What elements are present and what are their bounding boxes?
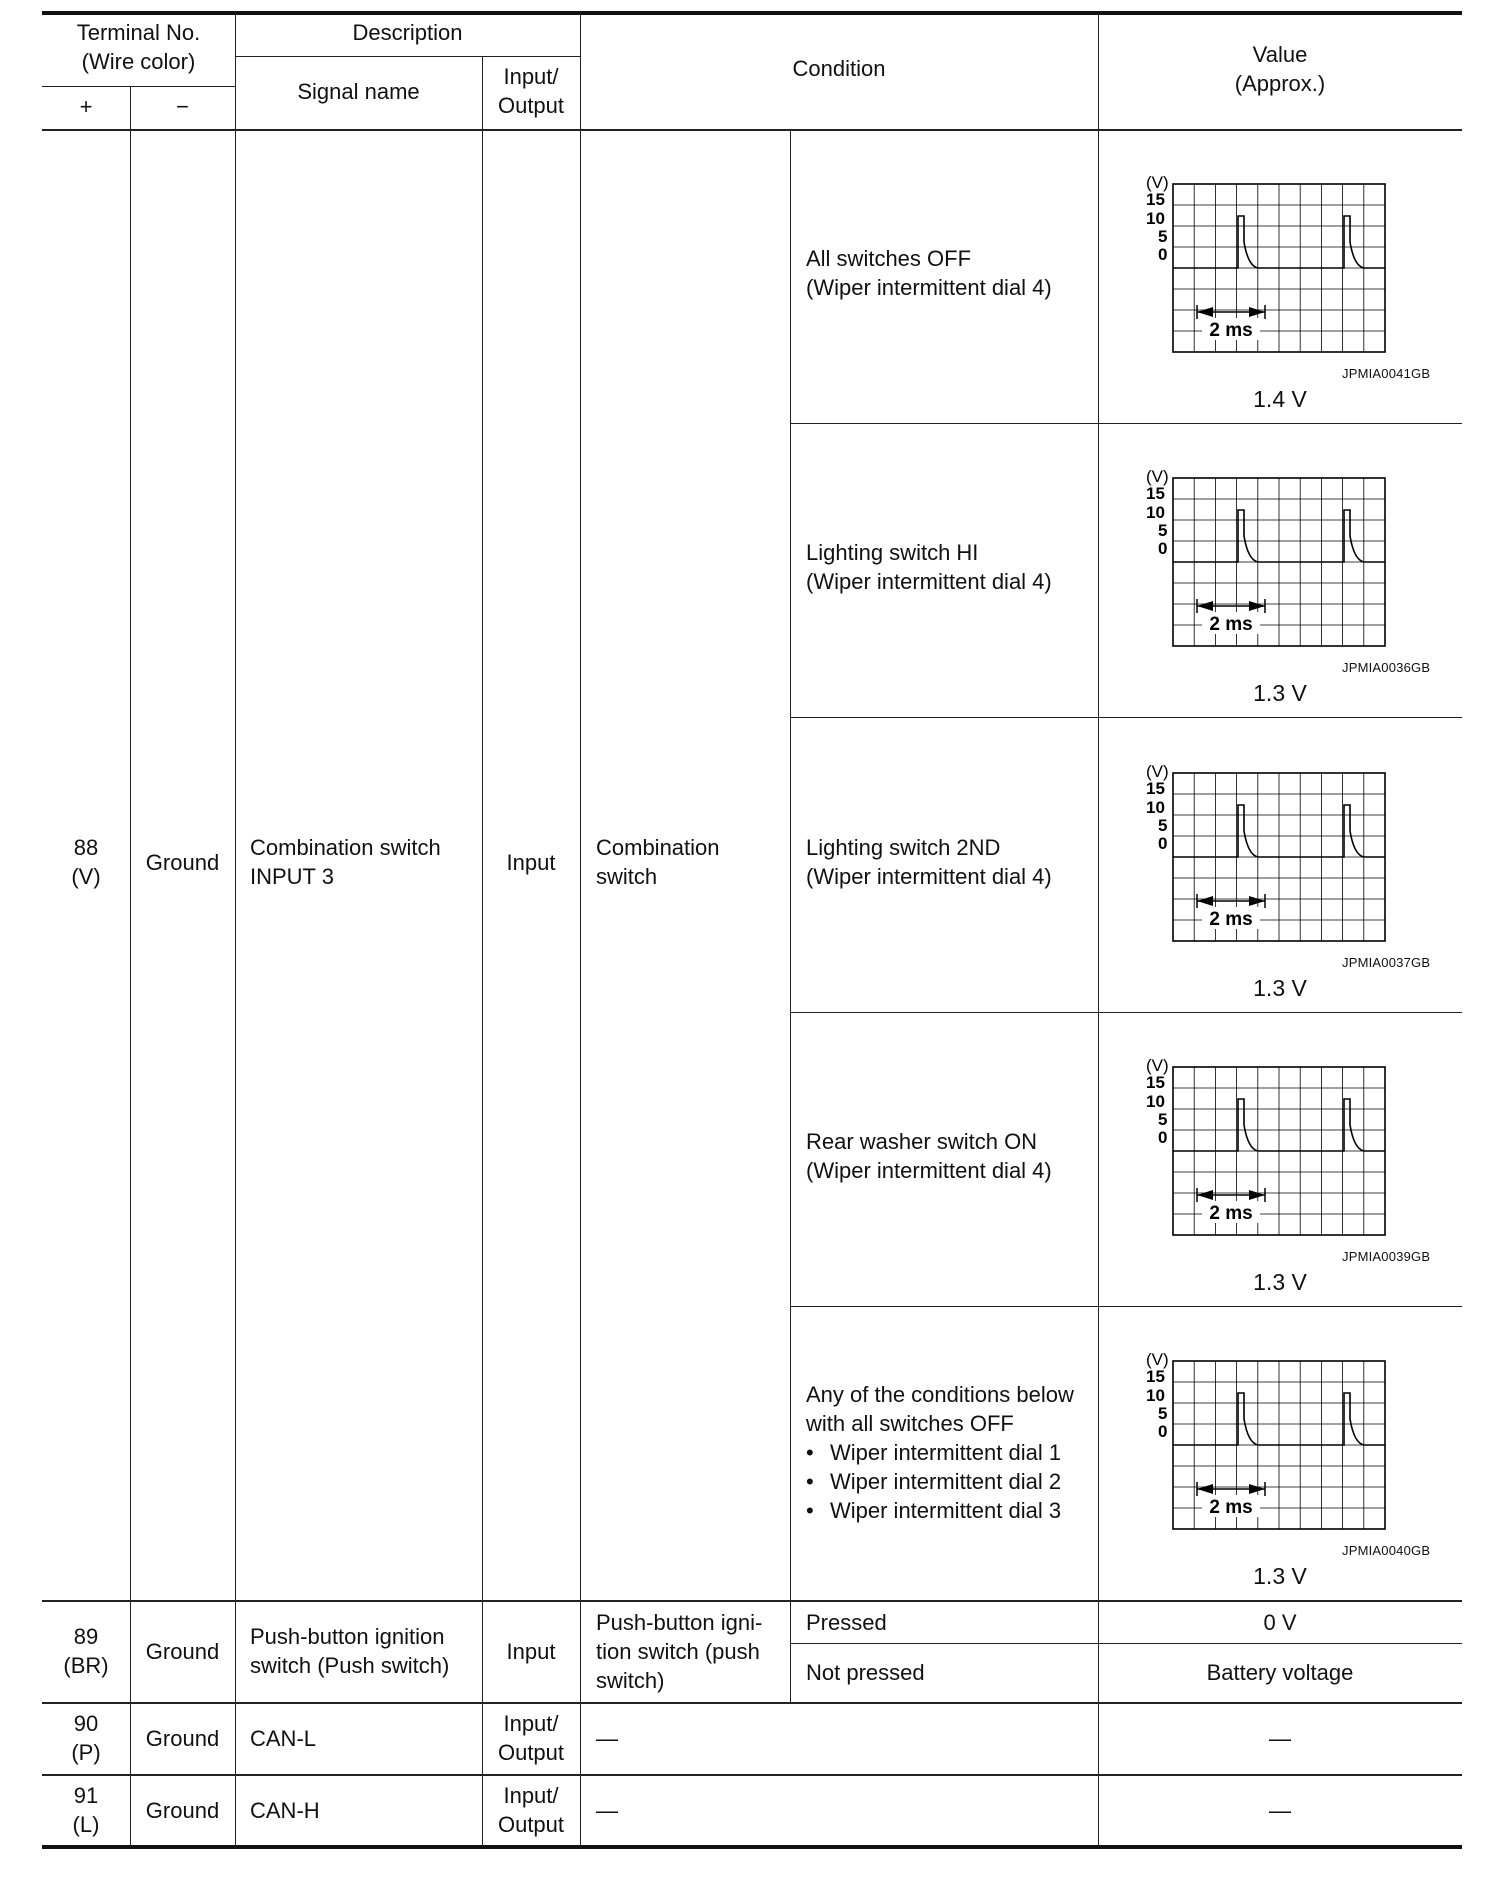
waveform-5: [1140, 1345, 1440, 1550]
waveform-tick-15: 15: [1146, 1073, 1165, 1092]
waveform-tick-0: 0: [1158, 834, 1168, 853]
signal-name-line2: switch (Push switch): [250, 1653, 450, 1678]
bullet-item: • Wiper intermittent dial 3: [806, 1496, 1061, 1525]
table-top-border: [42, 11, 1462, 15]
waveform-3: [1140, 757, 1440, 962]
condition-main: —: [596, 1726, 618, 1751]
sub-condition-2: Lighting switch HI: [806, 540, 979, 565]
condition-main-line2: tion switch (push: [596, 1639, 760, 1664]
sub-condition-5: Any of the conditions below: [806, 1382, 1074, 1407]
waveform-tick-0: 0: [1158, 539, 1168, 558]
waveform-code-4: JPMIA0039GB: [1342, 1249, 1431, 1264]
waveform-code-2: JPMIA0036GB: [1342, 660, 1431, 675]
sub-condition-4: Rear washer switch ON: [806, 1129, 1038, 1154]
ground-terminal: Ground: [145, 1798, 220, 1823]
header-signal-name: Signal name: [297, 79, 420, 104]
terminal-number: 89: [73, 1624, 99, 1649]
io-type: Input/: [503, 1783, 559, 1808]
value-3: 1.3 V: [1253, 975, 1307, 1001]
terminal-number: 91: [73, 1783, 99, 1808]
header-input: Input/: [503, 64, 559, 89]
table-bottom-border: [42, 1845, 1462, 1849]
waveform-unit: (V): [1146, 467, 1169, 486]
header-terminal-no: Terminal No.: [76, 20, 201, 45]
wire-color: (BR): [63, 1653, 109, 1678]
header-condition: Condition: [792, 56, 886, 81]
terminal-number: 88: [73, 835, 99, 860]
bullet-item: • Wiper intermittent dial 2: [806, 1467, 1061, 1496]
waveform-tick-5: 5: [1158, 1110, 1168, 1129]
ground-terminal: Ground: [145, 850, 220, 875]
waveform-4: [1140, 1051, 1440, 1256]
io-type: Input: [506, 1639, 556, 1664]
waveform-tick-0: 0: [1158, 245, 1168, 264]
waveform-tick-5: 5: [1158, 521, 1168, 540]
sub-condition-not-pressed: Not pressed: [806, 1660, 925, 1685]
waveform-unit: (V): [1146, 173, 1169, 192]
waveform-tick-10: 10: [1146, 1386, 1165, 1405]
wire-color: (V): [71, 864, 101, 889]
waveform-tick-15: 15: [1146, 190, 1165, 209]
ground-terminal: Ground: [145, 1639, 220, 1664]
value: —: [1269, 1798, 1291, 1823]
waveform-code-3: JPMIA0037GB: [1342, 955, 1431, 970]
sub-condition-5-bullets: [806, 1438, 1061, 1525]
sub-condition-2-note: (Wiper intermittent dial 4): [806, 569, 1052, 594]
time-label: 2 ms: [1209, 614, 1253, 635]
io-type-line2: Output: [497, 1812, 565, 1837]
condition-main: Combination: [596, 835, 720, 860]
signal-name: Push-button ignition: [250, 1624, 445, 1649]
terminal-number: 90: [73, 1711, 99, 1736]
value-not-pressed: Battery voltage: [1206, 1660, 1354, 1685]
header-output: Output: [497, 93, 565, 118]
time-label: 2 ms: [1209, 320, 1253, 341]
waveform-tick-15: 15: [1146, 1367, 1165, 1386]
wire-color: (P): [71, 1740, 101, 1765]
sub-condition-1: All switches OFF: [806, 246, 972, 271]
waveform-chart: [1140, 168, 1440, 368]
waveform-unit: (V): [1146, 1350, 1169, 1369]
time-label: 2 ms: [1209, 909, 1253, 930]
time-span-marker: [1197, 1482, 1265, 1518]
header-wire-color: (Wire color): [81, 49, 196, 74]
signal-name-line2: INPUT 3: [250, 864, 334, 889]
sub-condition-pressed: Pressed: [806, 1610, 887, 1635]
condition-main-line3: switch): [596, 1668, 665, 1693]
value-4: 1.3 V: [1253, 1269, 1307, 1295]
value-1: 1.4 V: [1253, 386, 1307, 412]
waveform-tick-10: 10: [1146, 209, 1165, 228]
sub-condition-4-note: (Wiper intermittent dial 4): [806, 1158, 1052, 1183]
waveform-chart: [1140, 462, 1440, 662]
sub-condition-5-note: with all switches OFF: [806, 1411, 1014, 1436]
condition-main: —: [596, 1798, 618, 1823]
signal-name: Combination switch: [250, 835, 441, 860]
condition-main: Push-button igni-: [596, 1610, 763, 1635]
ground-terminal: Ground: [145, 1726, 220, 1751]
condition-main-line2: switch: [596, 864, 658, 889]
value-2: 1.3 V: [1253, 680, 1307, 706]
sub-condition-3: Lighting switch 2ND: [806, 835, 1001, 860]
waveform-tick-15: 15: [1146, 484, 1165, 503]
waveform-code-1: JPMIA0041GB: [1342, 366, 1431, 381]
header-plus: +: [79, 94, 93, 119]
sub-condition-1-note: (Wiper intermittent dial 4): [806, 275, 1052, 300]
waveform-unit: (V): [1146, 762, 1169, 781]
waveform-unit: (V): [1146, 1056, 1169, 1075]
bullet-item: • Wiper intermittent dial 1: [806, 1438, 1061, 1467]
value: —: [1269, 1726, 1291, 1751]
waveform-chart: [1140, 757, 1440, 957]
time-span-marker: [1197, 1188, 1265, 1224]
waveform-1: [1140, 168, 1440, 373]
waveform-tick-10: 10: [1146, 503, 1165, 522]
time-label: 2 ms: [1209, 1203, 1253, 1224]
signal-name: CAN-H: [250, 1798, 320, 1823]
waveform-code-5: JPMIA0040GB: [1342, 1543, 1431, 1558]
value-pressed: 0 V: [1263, 1610, 1297, 1635]
waveform-chart: [1140, 1345, 1440, 1545]
header-minus: −: [176, 94, 189, 119]
io-type-line2: Output: [497, 1740, 565, 1765]
header-description: Description: [352, 20, 463, 45]
waveform-tick-5: 5: [1158, 227, 1168, 246]
time-span-marker: [1197, 894, 1265, 930]
waveform-tick-5: 5: [1158, 816, 1168, 835]
waveform-chart: [1140, 1051, 1440, 1251]
time-label: 2 ms: [1209, 1497, 1253, 1518]
waveform-tick-10: 10: [1146, 1092, 1165, 1111]
waveform-tick-0: 0: [1158, 1128, 1168, 1147]
time-span-marker: [1197, 599, 1265, 635]
io-type: Input: [506, 850, 556, 875]
waveform-tick-15: 15: [1146, 779, 1165, 798]
waveform-2: [1140, 462, 1440, 667]
waveform-tick-5: 5: [1158, 1404, 1168, 1423]
io-type: Input/: [503, 1711, 559, 1736]
header-value: Value: [1252, 42, 1308, 67]
value-5: 1.3 V: [1253, 1563, 1307, 1589]
sub-condition-3-note: (Wiper intermittent dial 4): [806, 864, 1052, 889]
waveform-tick-10: 10: [1146, 798, 1165, 817]
header-approx: (Approx.): [1234, 71, 1326, 96]
signal-name: CAN-L: [250, 1726, 317, 1751]
waveform-tick-0: 0: [1158, 1422, 1168, 1441]
wire-color: (L): [72, 1812, 100, 1837]
